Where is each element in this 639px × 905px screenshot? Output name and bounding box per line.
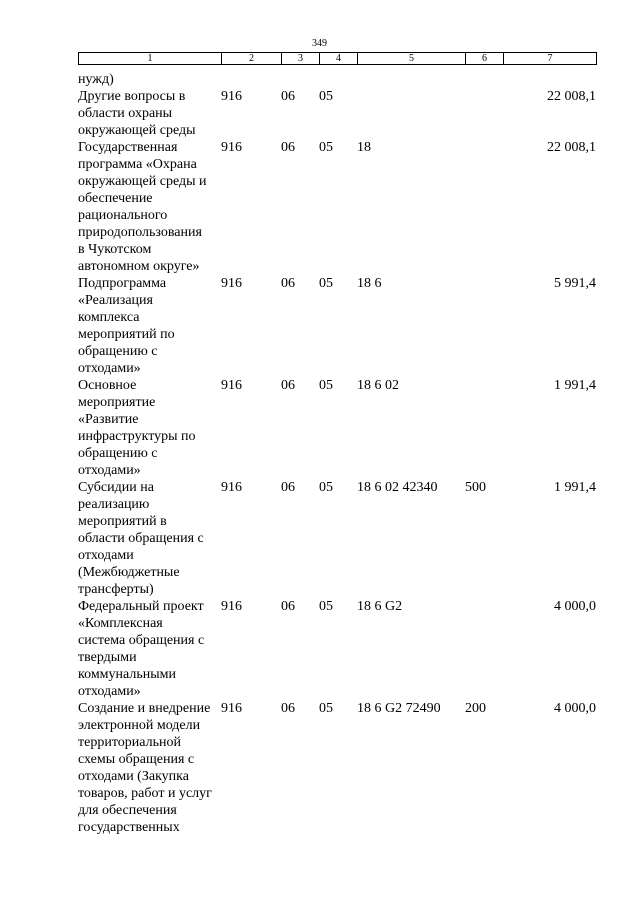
subsection-cell: 05 [319, 480, 333, 495]
row-name-line: государственных [78, 820, 180, 835]
row-name-line: реализацию [78, 497, 150, 512]
row-name-line: комплекса [78, 310, 140, 325]
table-row [78, 700, 596, 836]
continuation-row [78, 71, 596, 88]
budget-table [78, 71, 596, 836]
row-name-line: обеспечение [78, 191, 153, 206]
column-header-5: 5 [358, 53, 466, 65]
table-row [78, 88, 596, 139]
row-name-line: «Реализация [78, 293, 153, 308]
row-name-line: Другие вопросы в [78, 89, 186, 104]
gov-code-cell: 916 [221, 378, 242, 393]
row-name-line: Субсидии на [78, 480, 154, 495]
row-name-line: автономном округе» [78, 259, 200, 274]
row-name-line: природопользования [78, 225, 202, 240]
section-cell: 06 [281, 480, 295, 495]
gov-code-cell: 916 [221, 276, 242, 291]
gov-code-cell: 916 [221, 89, 242, 104]
continuation-text: нужд) [78, 72, 114, 87]
table-row [78, 275, 596, 377]
subsection-cell: 05 [319, 140, 333, 155]
row-name-line: коммунальными [78, 667, 176, 682]
row-name-line: (Межбюджетные [78, 565, 180, 580]
amount-cell: 1 991,4 [554, 378, 597, 393]
row-name-line: схемы обращения с [78, 752, 195, 767]
row-name-line: области охраны [78, 106, 173, 121]
expense-type-cell [465, 377, 503, 479]
row-name-line: «Комплексная [78, 616, 163, 631]
column-header-1: 1 [79, 53, 222, 65]
amount-cell: 22 008,1 [547, 140, 597, 155]
row-name [78, 700, 221, 836]
row-name-line: Создание и внедрение [78, 701, 211, 716]
row-name-line: товаров, работ и услуг [78, 786, 212, 801]
row-name-line: отходами (Закупка [78, 769, 189, 784]
row-name-line: отходами» [78, 684, 141, 699]
row-name-line: рационального [78, 208, 168, 223]
amount-cell: 4 000,0 [554, 701, 597, 716]
row-name-line: Подпрограмма [78, 276, 167, 291]
expense-type-cell [465, 88, 503, 139]
row-name-line: отходами» [78, 463, 141, 478]
budget-table-body [78, 71, 596, 836]
row-name-line: Федеральный проект [78, 599, 204, 614]
subsection-cell: 05 [319, 276, 333, 291]
target-article-cell: 18 [357, 140, 371, 155]
target-article-cell: 18 6 G2 72490 [357, 701, 441, 716]
table-row [78, 598, 596, 700]
row-name-line: твердыми [78, 650, 137, 665]
row-name-line: инфраструктуры по [78, 429, 196, 444]
row-name-line: трансферты) [78, 582, 154, 597]
row-name-line: мероприятие [78, 395, 156, 410]
section-cell: 06 [281, 378, 295, 393]
column-header-2: 2 [222, 53, 282, 65]
row-name-line: Государственная [78, 140, 178, 155]
expense-type-cell [465, 598, 503, 700]
column-header-row [79, 53, 597, 65]
section-cell: 06 [281, 276, 295, 291]
row-name [78, 139, 221, 275]
page-number: 349 [312, 38, 327, 49]
row-name-line: отходами [78, 548, 134, 563]
row-name-line: в Чукотском [78, 242, 152, 257]
table-row [78, 479, 596, 598]
row-name [78, 479, 221, 598]
amount-cell: 1 991,4 [554, 480, 597, 495]
expense-type-cell [465, 139, 503, 275]
row-name-line: Основное [78, 378, 137, 393]
target-article-cell: 18 6 02 42340 [357, 480, 438, 495]
table-row [78, 139, 596, 275]
target-article-cell [357, 88, 465, 139]
section-cell: 06 [281, 701, 295, 716]
row-name-line: окружающей среды и [78, 174, 207, 189]
amount-cell: 4 000,0 [554, 599, 597, 614]
row-name-line: мероприятий по [78, 327, 175, 342]
row-name-line: области обращения с [78, 531, 204, 546]
row-name-line: для обеспечения [78, 803, 177, 818]
row-name [78, 377, 221, 479]
row-name-line: система обращения с [78, 633, 205, 648]
gov-code-cell: 916 [221, 480, 242, 495]
column-header-3: 3 [282, 53, 320, 65]
row-name-line: окружающей среды [78, 123, 196, 138]
section-cell: 06 [281, 140, 295, 155]
expense-type-cell [465, 275, 503, 377]
target-article-cell: 18 6 02 [357, 378, 399, 393]
row-name-line: электронной модели [78, 718, 201, 733]
row-name [78, 88, 221, 139]
gov-code-cell: 916 [221, 701, 242, 716]
expense-type-cell: 200 [465, 701, 486, 716]
target-article-cell: 18 6 [357, 276, 382, 291]
section-cell: 06 [281, 89, 295, 104]
row-name-line: территориальной [78, 735, 181, 750]
row-name [78, 275, 221, 377]
gov-code-cell: 916 [221, 599, 242, 614]
row-name [78, 598, 221, 700]
section-cell: 06 [281, 599, 295, 614]
row-name-line: программа «Охрана [78, 157, 197, 172]
table-row [78, 377, 596, 479]
column-header-4: 4 [320, 53, 358, 65]
row-name-line: обращению с [78, 446, 158, 461]
subsection-cell: 05 [319, 378, 333, 393]
row-name-line: «Развитие [78, 412, 139, 427]
amount-cell: 22 008,1 [547, 89, 597, 104]
expense-type-cell: 500 [465, 480, 486, 495]
subsection-cell: 05 [319, 89, 333, 104]
column-header-table [78, 52, 597, 65]
column-header-6: 6 [466, 53, 504, 65]
row-name-line: обращению с [78, 344, 158, 359]
subsection-cell: 05 [319, 599, 333, 614]
subsection-cell: 05 [319, 701, 333, 716]
gov-code-cell: 916 [221, 140, 242, 155]
target-article-cell: 18 6 G2 [357, 599, 403, 614]
column-header-7: 7 [504, 53, 597, 65]
row-name-line: мероприятий в [78, 514, 167, 529]
amount-cell: 5 991,4 [554, 276, 597, 291]
row-name-line: отходами» [78, 361, 141, 376]
